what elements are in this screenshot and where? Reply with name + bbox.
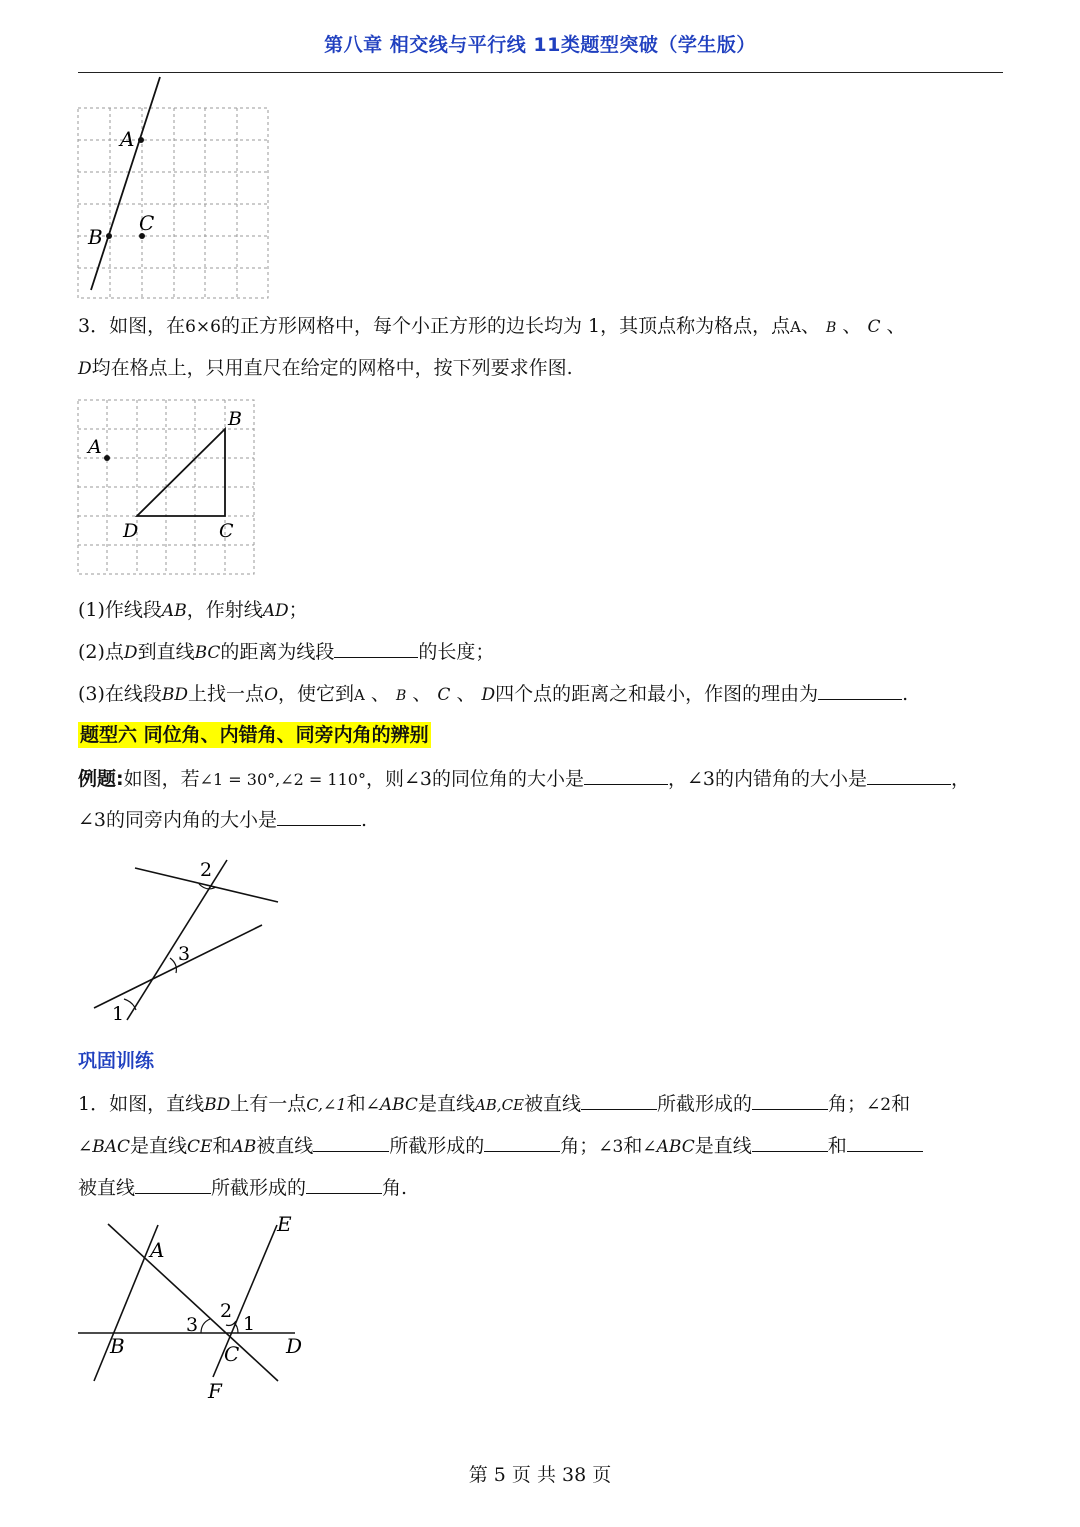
- answer-blank[interactable]: [484, 1133, 560, 1152]
- answer-blank[interactable]: [752, 1133, 828, 1152]
- label-3: 3: [186, 1314, 199, 1336]
- angle-3-arc: [201, 1319, 210, 1333]
- answer-blank[interactable]: [752, 1091, 828, 1110]
- example-line1: 例题:如图，若∠1 = 30°,∠2 = 110°，则∠3的同位角的大小是 ，∠3的内错角的大小是 ，: [78, 768, 970, 790]
- triangle-bdc: [137, 429, 225, 516]
- answer-blank[interactable]: [334, 639, 418, 658]
- answer-blank[interactable]: [818, 681, 902, 700]
- line-ab: [91, 77, 160, 290]
- label-d: D: [123, 520, 139, 542]
- practice1-line2: ∠BAC是直线CE和AB被直线 所截形成的 角；∠3和∠ABC是直线 和: [78, 1133, 923, 1160]
- label-c: C: [139, 211, 155, 235]
- line-ba: [94, 1225, 158, 1381]
- figure-grid-triangle: [70, 392, 270, 582]
- q3-part2: (2)点D到直线BC的距离为线段 的长度；: [78, 641, 495, 663]
- label-1: 1: [112, 1003, 125, 1025]
- label-2: 2: [220, 1300, 233, 1322]
- label-a: A: [150, 1238, 165, 1262]
- answer-blank[interactable]: [277, 807, 361, 826]
- figure-intersecting-lines: [70, 1205, 350, 1405]
- q3-part3: (3)在线段BD上找一点O，使它到A 、 B 、 C 、 D四个点的距离之和最小，作图的理由为 .: [78, 683, 909, 705]
- label-1: 1: [243, 1313, 256, 1335]
- transversal: [127, 860, 227, 1020]
- q3-line2: D均在格点上，只用直尺在给定的网格中，按下列要求作图.: [78, 357, 573, 379]
- answer-blank[interactable]: [313, 1133, 389, 1152]
- answer-blank[interactable]: [847, 1133, 923, 1152]
- q3-line1: 3．如图，在6×6的正方形网格中，每个小正方形的边长均为 1，其顶点称为格点，点A、 B 、 C 、: [78, 315, 906, 337]
- page-footer: 第 5 页 共 38 页: [468, 1464, 612, 1486]
- answer-blank[interactable]: [306, 1175, 382, 1194]
- label-a: A: [88, 436, 102, 458]
- label-3: 3: [178, 943, 191, 965]
- example-line2: ∠3的同旁内角的大小是 .: [78, 809, 368, 831]
- label-e: E: [277, 1212, 292, 1236]
- q3-part1: (1)作线段AB，作射线AD；: [78, 599, 308, 621]
- answer-blank[interactable]: [135, 1175, 211, 1194]
- label-f: F: [208, 1379, 222, 1403]
- figure-transversal: [80, 850, 300, 1025]
- point-b: [106, 233, 112, 239]
- answer-blank[interactable]: [581, 1091, 657, 1110]
- answer-blank[interactable]: [867, 766, 951, 785]
- page-header-title: 第八章 相交线与平行线 11类题型突破（学生版）: [324, 34, 756, 56]
- figure-grid-line: [70, 72, 290, 307]
- section-heading: 题型六 同位角、内错角、同旁内角的辨别: [80, 724, 429, 746]
- practice1-line3: 被直线 所截形成的 角.: [78, 1177, 408, 1199]
- point-a: [138, 137, 144, 143]
- label-b: B: [110, 1334, 125, 1358]
- line-ac: [108, 1224, 278, 1381]
- label-b: B: [228, 408, 242, 430]
- label-2: 2: [200, 859, 213, 881]
- practice-heading: 巩固训练: [78, 1050, 155, 1072]
- practice1-line1: 1．如图，直线BD上有一点C,∠1和∠ABC是直线AB,CE被直线 所截形成的 角；∠2和: [78, 1093, 911, 1115]
- label-b: B: [88, 225, 103, 249]
- label-c: C: [219, 520, 234, 542]
- point-a: [104, 455, 110, 461]
- label-a: A: [120, 127, 135, 151]
- answer-blank[interactable]: [584, 766, 668, 785]
- label-d: D: [286, 1334, 303, 1358]
- label-c: C: [224, 1342, 240, 1366]
